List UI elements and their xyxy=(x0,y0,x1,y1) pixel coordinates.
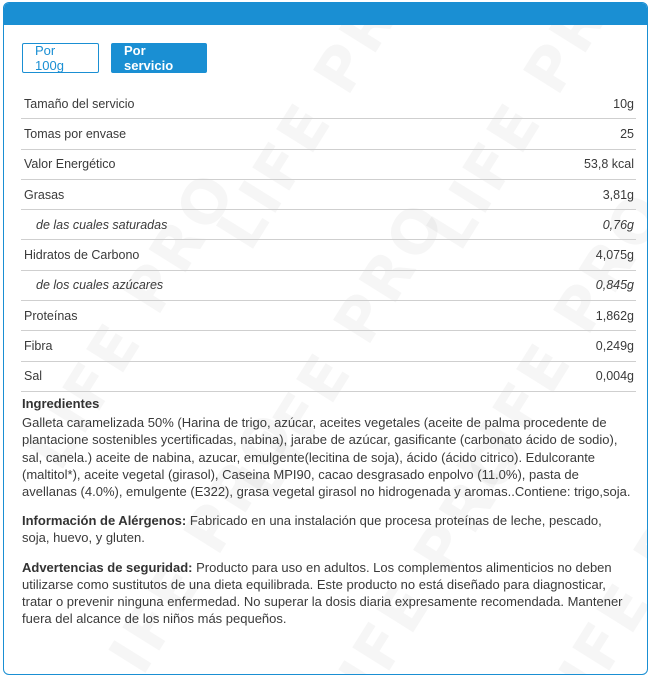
nutrition-table xyxy=(21,89,636,392)
table-row xyxy=(21,149,636,179)
nutrient-value: 1,862g xyxy=(470,301,636,331)
allergens-label: Información de Alérgenos: xyxy=(22,513,187,529)
ingredients-section xyxy=(22,395,632,500)
nutrient-sublabel: de los cuales azúcares xyxy=(21,270,470,300)
table-row xyxy=(21,270,636,300)
nutrient-value: 10g xyxy=(470,89,636,119)
safety-section xyxy=(22,559,632,628)
nutrient-label: Tomas por envase xyxy=(21,119,470,149)
panel-header-bar xyxy=(4,3,647,25)
ingredients-title: Ingredientes xyxy=(22,396,100,411)
nutrient-label: Grasas xyxy=(21,179,470,209)
table-row xyxy=(21,210,636,240)
nutrient-value: 0,76g xyxy=(470,210,636,240)
table-row xyxy=(21,179,636,209)
allergens-text: Fabricado en una instalación que procesa proteínas de leche, pescado, soja, huevo, y gluten. xyxy=(22,513,602,546)
product-info xyxy=(22,395,632,627)
nutrient-value: 53,8 kcal xyxy=(470,149,636,179)
nutrition-panel xyxy=(3,2,648,675)
table-row xyxy=(21,301,636,331)
nutrient-label: Valor Energético xyxy=(21,149,470,179)
table-row xyxy=(21,240,636,270)
tab-per-100g[interactable]: Por 100g xyxy=(22,43,99,73)
nutrient-value: 0,249g xyxy=(470,331,636,361)
nutrient-label: Tamaño del servicio xyxy=(21,89,470,119)
nutrient-sublabel: de las cuales saturadas xyxy=(21,210,470,240)
nutrient-label: Fibra xyxy=(21,331,470,361)
nutrient-label: Sal xyxy=(21,361,470,391)
safety-text: Producto para uso en adultos. Los complementos alimenticios no deben utilizarse como sustitutos de una dieta equilibrada. Este producto no está diseñado para diagnosticar, tratar o prevenir ninguna enfermedad. No superar la dosis diaria expresamente recomendada. Mantener fuera del alcance de los niños más pequeños. xyxy=(22,559,623,627)
ingredients-text: Galleta caramelizada 50% (Harina de trigo, azúcar, aceites vegetales (aceite de palma procedente de plantacione sostenibles ycertificadas, nabina), jarabe de azúcar, gasificante (carbonato ácido de sodio), sal, canela.) aceite de nabina, azucar, emulgente(lecitina de soja), ácido (ácido citrico). Edulcorante (maltitol*), aceite vegetal (girasol), Caseina MPI90, cacao desgrasado enpolvo (11.0%), pasta de avellanas (4.0%), emulgente (E322), grasa vegetal girasol no hidrogenada y aromas..Contiene: trigo,soja. xyxy=(22,415,631,500)
nutrient-label: Proteínas xyxy=(21,301,470,331)
table-row xyxy=(21,361,636,391)
safety-label: Advertencias de seguridad: xyxy=(22,559,193,575)
nutrient-value: 3,81g xyxy=(470,179,636,209)
table-row xyxy=(21,331,636,361)
allergens-section xyxy=(22,512,632,546)
serving-toggle xyxy=(22,43,207,73)
nutrient-value: 25 xyxy=(470,119,636,149)
nutrient-label: Hidratos de Carbono xyxy=(21,240,470,270)
table-row xyxy=(21,119,636,149)
nutrient-value: 0,845g xyxy=(470,270,636,300)
table-row xyxy=(21,89,636,119)
tab-per-serving[interactable]: Por servicio xyxy=(111,43,207,73)
nutrient-value: 4,075g xyxy=(470,240,636,270)
nutrient-value: 0,004g xyxy=(470,361,636,391)
